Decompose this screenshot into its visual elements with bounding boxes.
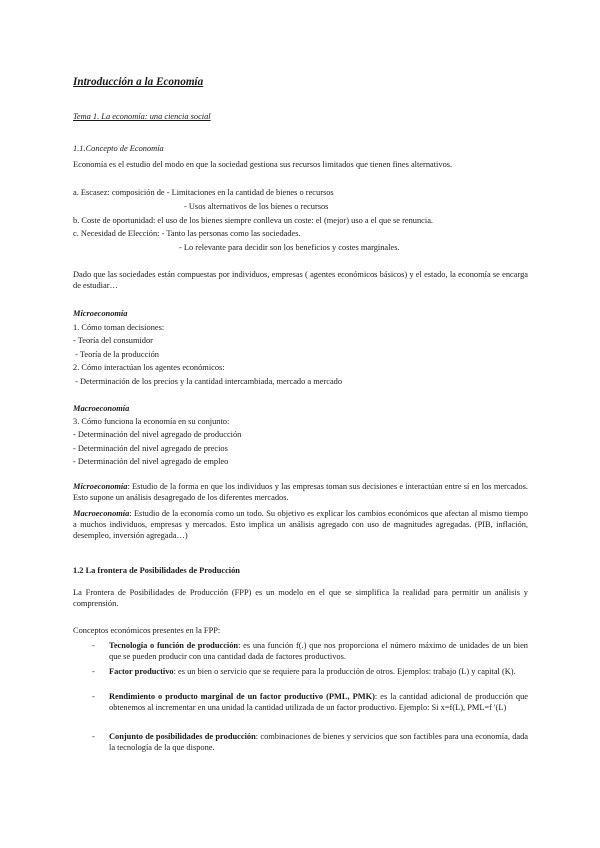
micro-item: - Teoría de la producción xyxy=(73,350,159,359)
concept-text: : combinaciones de bienes y servicios que son factibles para una economía, dada la tecnología de la que dispone. xyxy=(109,732,529,752)
concept-text: : es una función f(.) que nos proporciona el número máximo de unidades de un bien que se pueden producir con una cantidad dada de factores productivos. xyxy=(109,641,528,661)
concept-term: Rendimiento o producto marginal de un factor productivo (PML, PMK) xyxy=(109,692,375,701)
list-bullet: - xyxy=(92,667,95,676)
coste-oportunidad-line: b. Coste de oportunidad: el uso de los bienes siempre conlleva un coste: el (mejor) uso a el que se renuncia. xyxy=(73,216,434,225)
macro-def-label: Macroeconomía xyxy=(73,509,130,518)
concept-term: Conjunto de posibilidades de producción xyxy=(109,732,256,741)
macro-item: - Determinación del nivel agregado de precios xyxy=(73,444,228,453)
tema-heading: Tema 1. La economía: una ciencia social xyxy=(73,112,211,121)
section-1-1-heading: 1.1.Concepto de Economía xyxy=(73,144,164,153)
micro-item: 1. Cómo toman decisiones: xyxy=(73,323,165,332)
micro-definition-paragraph xyxy=(73,481,528,503)
eleccion-line-a: c. Necesidad de Elección: - Tanto las personas como las sociedades. xyxy=(73,229,301,238)
macro-item: - Determinación del nivel agregado de empleo xyxy=(73,457,229,466)
concept-term: Tecnología o función de producción xyxy=(109,641,239,650)
micro-item: - Determinación de los precios y la cantidad intercambiada, mercado a mercado xyxy=(73,377,343,386)
list-item xyxy=(109,731,528,753)
micro-item: 2. Cómo interactúan los agentes económicos: xyxy=(73,363,225,372)
micro-item: - Teoría del consumidor xyxy=(73,336,153,345)
macro-item: 3. Cómo funciona la economía en su conjunto: xyxy=(73,417,230,426)
list-bullet: - xyxy=(92,641,95,650)
economia-definition: Economía es el estudio del modo en que la sociedad gestiona sus recursos limitados que tienen fines alternativos. xyxy=(73,160,453,169)
concept-text: : es la cantidad adicional de producción que obtenemos al incrementar en una unidad la cantidad utilizada de un factor productivo. Ejemplo: Si x=f(L), PML=f '(L) xyxy=(109,692,528,712)
list-item xyxy=(109,640,528,662)
list-item xyxy=(109,666,528,677)
escasez-line-a: a. Escasez: composición de - Limitaciones en la cantidad de bienes o recursos xyxy=(73,188,334,197)
macro-definition-paragraph xyxy=(73,508,528,541)
eleccion-line-b: - Lo relevante para decidir son los beneficios y costes marginales. xyxy=(179,243,400,252)
escasez-line-b: - Usos alternativos de los bienes o recursos xyxy=(184,202,329,211)
list-bullet: - xyxy=(92,692,95,701)
dado-que-paragraph: Dado que las sociedades están compuestas por individuos, empresas ( agentes económicos básicos) y el estado, la economía se encarga de estudiar… xyxy=(73,270,528,290)
concept-term: Factor productivo xyxy=(109,667,174,676)
macro-heading: Macroeconomía xyxy=(73,404,130,413)
list-item xyxy=(109,691,528,713)
fpp-paragraph: La Frontera de Posibilidades de Producción (FPP) es un modelo en el que se simplifica la realidad para permitir un análisis y comprensión. xyxy=(73,588,528,608)
micro-heading: Microeconomía xyxy=(73,309,128,318)
concept-text: : es un bien o servicio que se requiere para la producción de otros. Ejemplos: trabajo (L) y capital (K). xyxy=(173,667,516,676)
section-1-2-heading: 1.2 La frontera de Posibilidades de Producción xyxy=(73,566,240,575)
document-title: Introducción a la Economía xyxy=(73,76,204,88)
macro-def-text: : Estudio de la economía como un todo. Su objetivo es explicar los cambios económicos que afectan al mismo tiempo a muchos individuos, empresas y mercados. Esto implica un análisis agregado con uso de magnitudes agregadas. (PIB, inflación, desempleo, inversión agregada…) xyxy=(73,509,528,540)
list-bullet: - xyxy=(92,732,95,741)
micro-def-label: Microeconomía xyxy=(73,482,128,491)
conceptos-intro: Conceptos económicos presentes en la FPP: xyxy=(73,626,221,635)
macro-item: - Determinación del nivel agregado de producción xyxy=(73,430,242,439)
micro-def-text: : Estudio de la forma en que los individuos y las empresas toman sus decisiones e interactúan entre sí en los mercados. Esto supone un análisis desagregado de los diferentes mercados. xyxy=(73,482,528,502)
